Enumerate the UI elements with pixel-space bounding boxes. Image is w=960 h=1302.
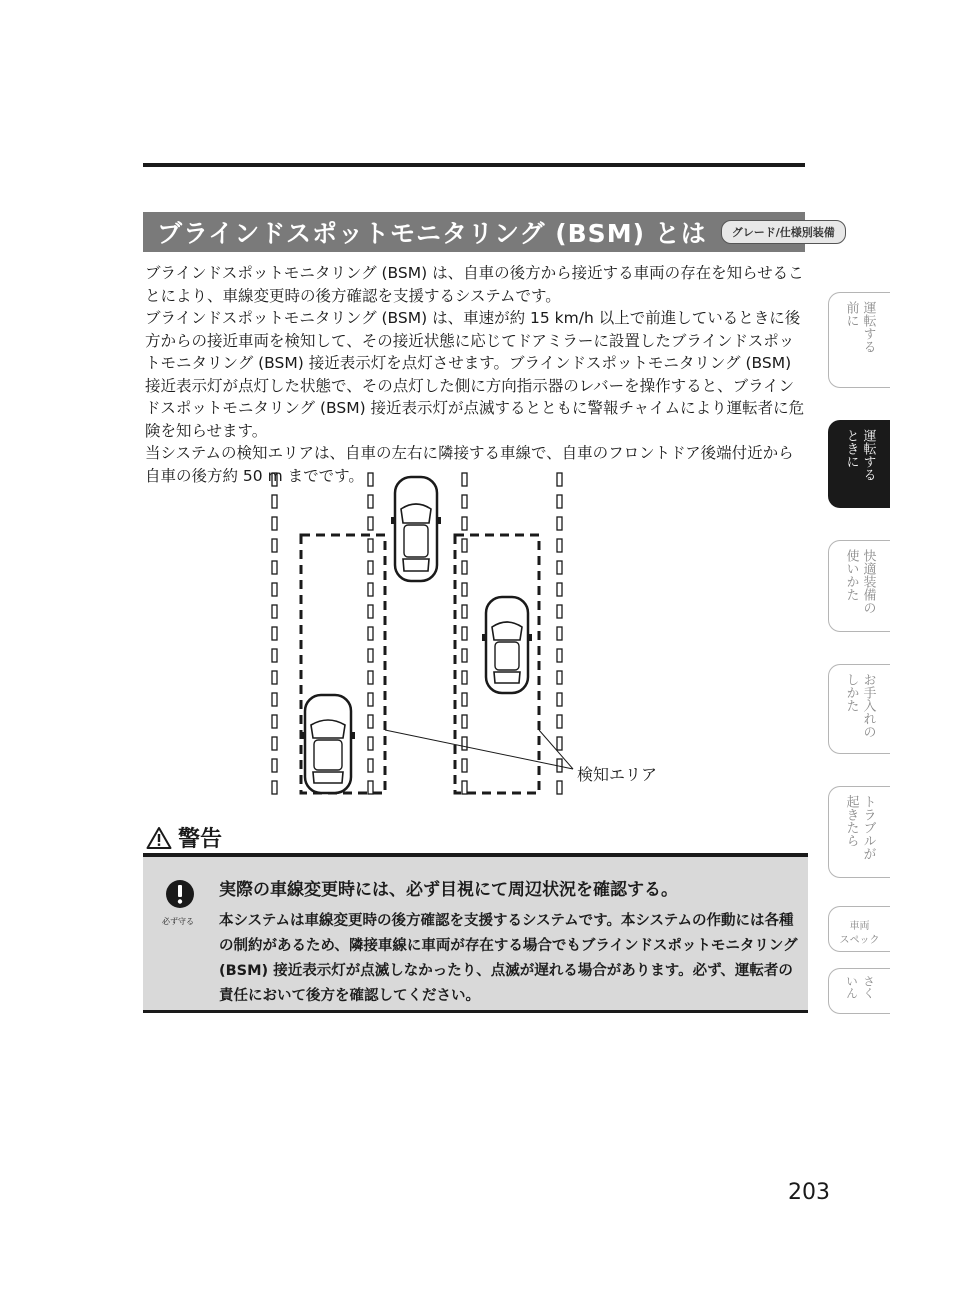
tab-comfort-features[interactable] bbox=[828, 540, 890, 632]
tab-index[interactable] bbox=[828, 968, 890, 1014]
tab-maintenance[interactable] bbox=[828, 664, 890, 754]
detection-area-diagram bbox=[255, 465, 675, 810]
warning-title: 警告 bbox=[178, 827, 223, 852]
tab-label: スペック bbox=[839, 935, 880, 946]
car-icon bbox=[301, 695, 355, 793]
warning-lead: 実際の車線変更時には、必ず目視にて周辺状況を確認する。 bbox=[219, 880, 678, 900]
section-title-bar bbox=[143, 212, 835, 252]
top-rule bbox=[143, 163, 805, 167]
warning-box bbox=[143, 853, 808, 1013]
tab-label: 前に bbox=[843, 301, 859, 327]
exclamation-circle-icon bbox=[165, 879, 195, 909]
warning-heading bbox=[146, 822, 222, 853]
grade-badge: グレード/仕様別装備 bbox=[721, 220, 846, 244]
tab-label: ときに bbox=[843, 429, 859, 468]
tab-vehicle-specs[interactable] bbox=[828, 906, 890, 952]
car-icon bbox=[482, 597, 532, 693]
warning-triangle-icon bbox=[146, 826, 172, 850]
car-icon bbox=[391, 477, 441, 581]
tab-label: 運転する bbox=[860, 429, 876, 481]
paragraph: ブラインドスポットモニタリング (BSM) は、自車の後方から接近する車両の存在を知らせることにより、車線変更時の後方確認を支援するシステムです。 bbox=[145, 264, 804, 305]
tab-before-driving[interactable] bbox=[828, 292, 890, 388]
tab-troubleshooting[interactable] bbox=[828, 786, 890, 878]
body-text bbox=[145, 262, 807, 487]
detection-area-label: 検知エリア bbox=[577, 765, 658, 784]
tab-label: いん bbox=[844, 975, 859, 999]
tab-while-driving[interactable] bbox=[828, 420, 890, 508]
leader-lines bbox=[385, 730, 573, 769]
section-title: ブラインドスポットモニタリング (BSM) とは bbox=[157, 219, 707, 248]
tab-label: 運転する bbox=[860, 301, 876, 353]
tab-label: お手入れの bbox=[860, 673, 876, 738]
must-follow bbox=[163, 879, 197, 927]
page-number: 203 bbox=[788, 1180, 830, 1205]
tab-label: しかた bbox=[843, 673, 859, 712]
paragraph: ブラインドスポットモニタリング (BSM) は、車速が約 15 km/h 以上で前進しているときに後方からの接近車両を検知して、その接近状態に応じてドアミラーに設置したブラインドスポットモニタリング (BSM) 接近表示灯を点灯させます。ブラインドスポットモニタリング (BSM) 接近表示灯が点灯した状態で、その点灯した側に方向指示器のレバーを操作すると、ブラインドスポットモニタリング (BSM) 接近表示灯が点滅するとともに警報チャイムにより運転者に危険を知らせます。 bbox=[145, 309, 805, 440]
tab-label: さく bbox=[861, 975, 876, 999]
tab-label: トラブルが bbox=[860, 795, 876, 860]
tab-label: 快適装備の bbox=[860, 549, 876, 614]
tab-label: 使いかた bbox=[843, 549, 859, 601]
tab-label: 車両 bbox=[849, 921, 870, 932]
warning-body: 本システムは車線変更時の後方確認を支援するシステムです。本システムの作動には各種の制約があるため、隣接車線に車両が存在する場合でもブラインドスポットモニタリング (BSM) 接近表示灯が点滅しなかったり、点滅が遅れる場合があります。必ず、運転者の責任において後方を確認してください。 bbox=[219, 913, 798, 1004]
tab-label: 起きたら bbox=[843, 795, 859, 847]
must-follow-label: 必ず守る bbox=[162, 917, 194, 926]
paragraph: 当システムの検知エリアは、自車の左右に隣接する車線で、自車のフロントドア後端付近から自車の後方約 50 m までです。 bbox=[145, 444, 794, 485]
